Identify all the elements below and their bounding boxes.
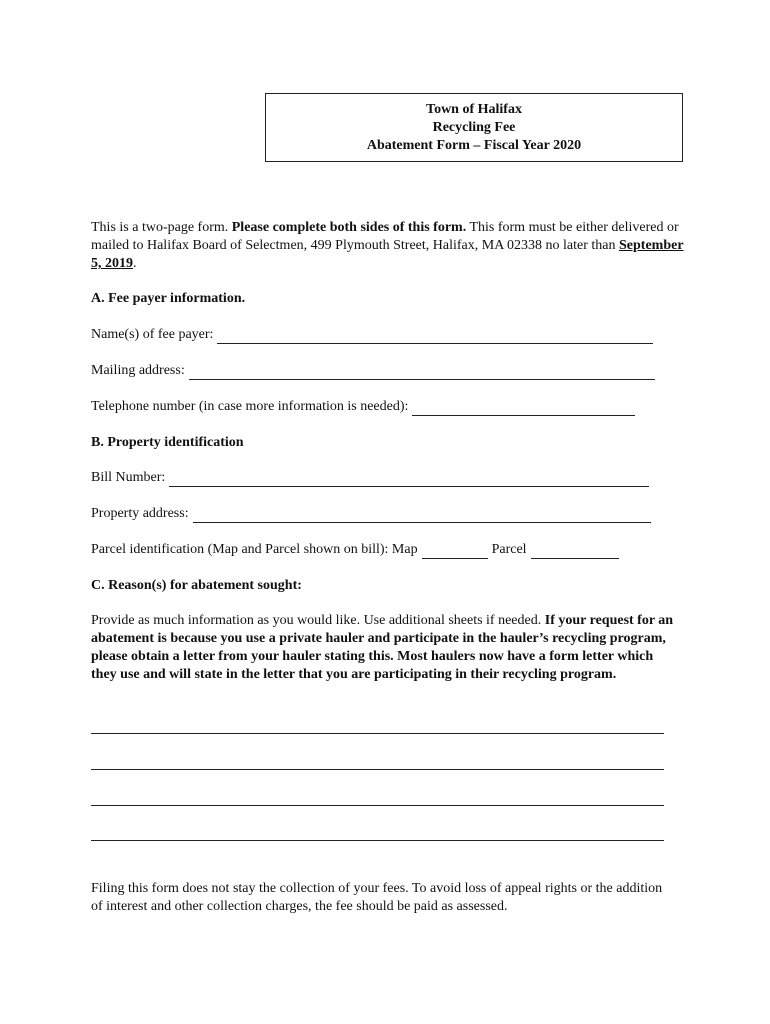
property-address-label: Property address:: [91, 506, 189, 521]
mailing-address-label: Mailing address:: [91, 363, 185, 378]
telephone-row: [91, 398, 635, 416]
mailing-address-field[interactable]: [189, 365, 655, 380]
property-address-row: [91, 505, 651, 523]
parcel-label: Parcel: [491, 542, 527, 557]
map-field[interactable]: [422, 544, 488, 559]
telephone-label: Telephone number (in case more information is needed):: [91, 399, 409, 414]
section-c-heading: C. Reason(s) for abatement sought:: [91, 578, 302, 593]
intro-text-2: This form must be either delivered or mailed to Halifax Board of Selectmen, 499 Plymouth Street, Halifax, MA 02338 no later than: [91, 220, 679, 253]
reason-line-1[interactable]: [91, 733, 664, 734]
parcel-id-label: Parcel identification (Map and Parcel shown on bill): Map: [91, 542, 418, 557]
intro-text-1: This is a two-page form.: [91, 220, 232, 235]
section-a-heading: A. Fee payer information.: [91, 291, 246, 306]
deadline-date: September 5, 2019: [91, 238, 684, 271]
reason-line-4[interactable]: [91, 840, 664, 841]
reasons-instructions: [91, 612, 681, 684]
reason-line-2[interactable]: [91, 769, 664, 770]
parcel-field[interactable]: [531, 544, 619, 559]
property-address-field[interactable]: [193, 508, 651, 523]
section-b-heading: B. Property identification: [91, 435, 244, 450]
bill-number-label: Bill Number:: [91, 470, 166, 485]
footer-note: Filing this form does not stay the collection of your fees. To avoid loss of appeal rights or the addition of interest and other collection charges, the fee should be paid as assessed.: [91, 881, 663, 914]
mailing-address-row: [91, 362, 655, 380]
intro-text-3: .: [133, 256, 137, 271]
telephone-field[interactable]: [412, 401, 635, 416]
parcel-id-row: [91, 541, 619, 559]
intro-bold: Please complete both sides of this form.: [231, 220, 467, 235]
reasons-bold-text: If your request for an abatement is because you use a private hauler and participate in the hauler’s recycling program, please obtain a letter from your hauler stating this. Most haulers now have a form letter which they use and will state in the letter that you are participating in their recycling program.: [91, 613, 674, 682]
intro-paragraph: [91, 219, 691, 273]
fee-payer-name-label: Name(s) of fee payer:: [91, 327, 214, 342]
bill-number-row: [91, 469, 649, 487]
title-fee: Recycling Fee: [432, 120, 516, 135]
fee-payer-name-row: [91, 326, 653, 344]
bill-number-field[interactable]: [169, 472, 649, 487]
title-form: Abatement Form – Fiscal Year 2020: [366, 138, 582, 153]
reasons-text: Provide as much information as you would like. Use additional sheets if needed.: [91, 613, 545, 628]
fee-payer-name-field[interactable]: [217, 329, 653, 344]
form-title-box: [265, 93, 683, 162]
title-town: Town of Halifax: [426, 102, 522, 117]
reason-line-3[interactable]: [91, 805, 664, 806]
